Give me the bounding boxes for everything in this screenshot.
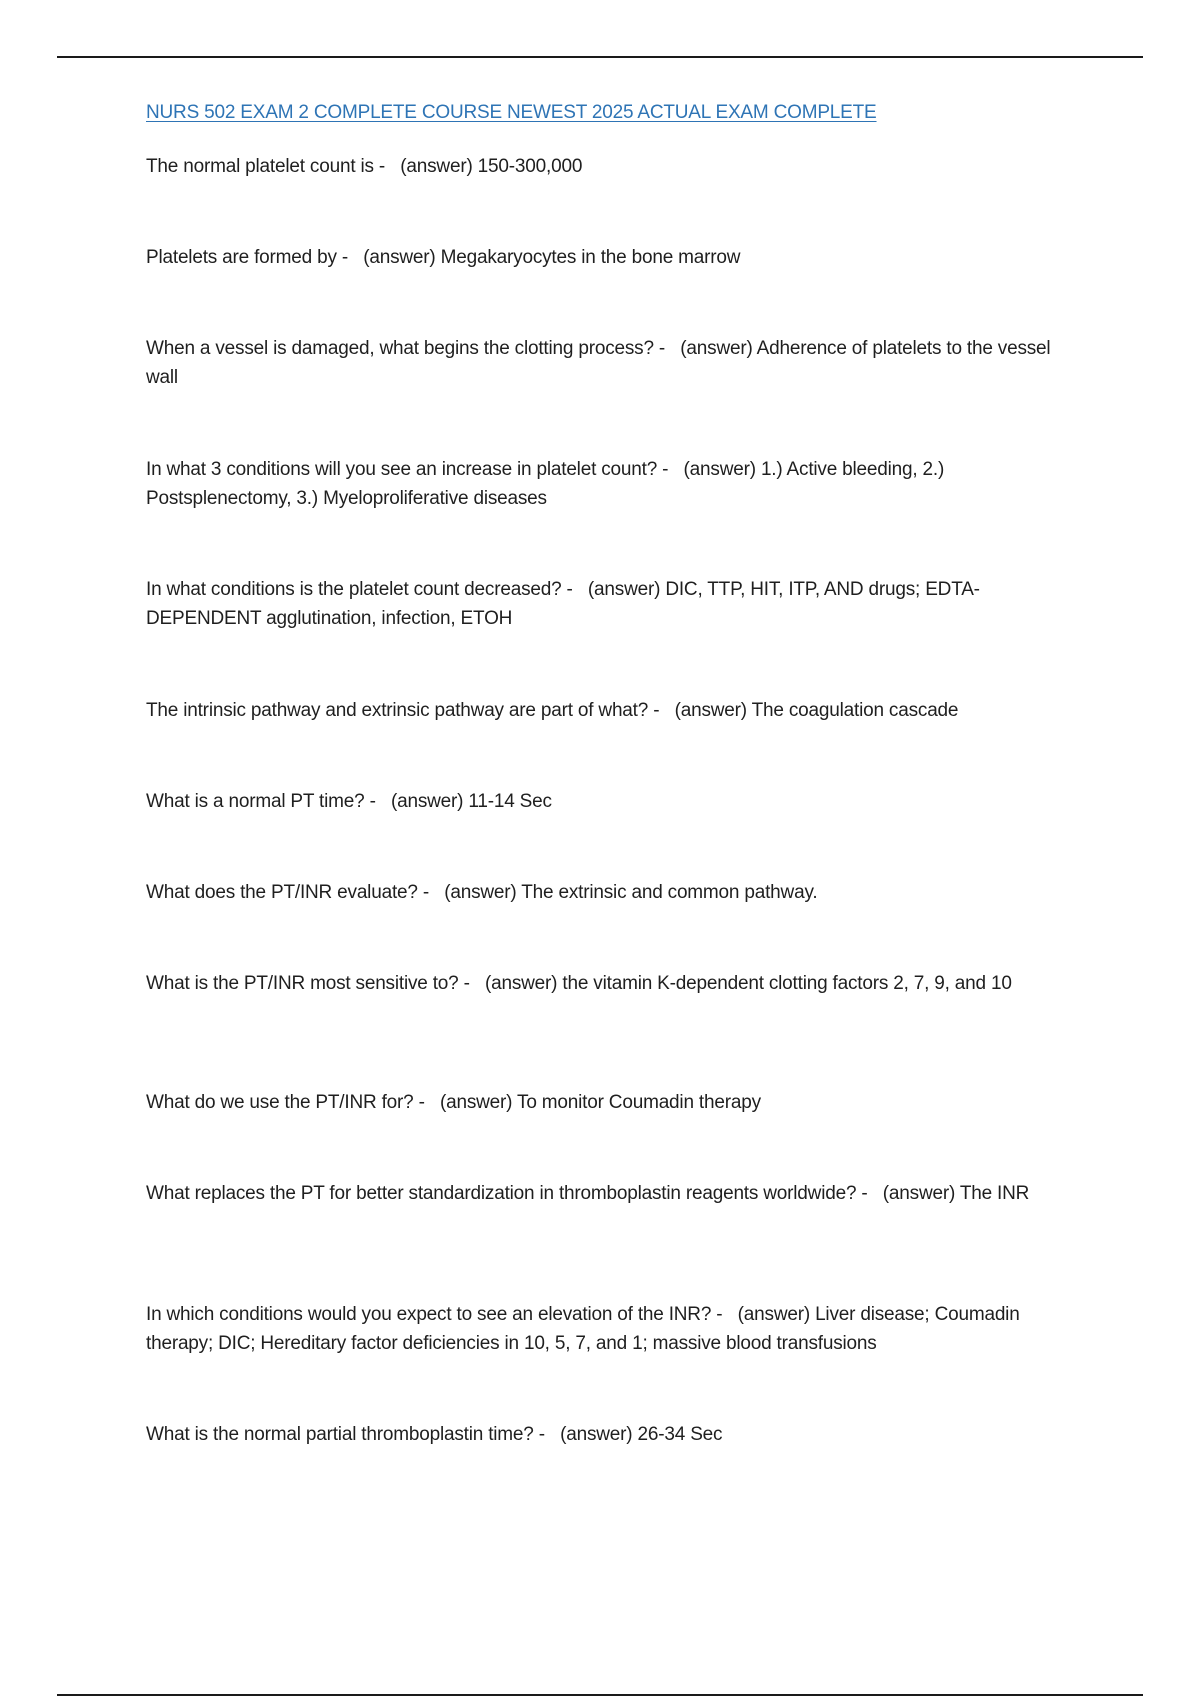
separator: - bbox=[413, 1092, 440, 1113]
answer-label: (answer) bbox=[674, 700, 747, 721]
answer-label: (answer) bbox=[587, 579, 661, 600]
answer-label: (answer) bbox=[737, 1304, 810, 1325]
question-text: Platelets are formed by bbox=[146, 247, 337, 268]
bottom-rule bbox=[57, 1694, 1143, 1696]
qa-item bbox=[146, 455, 1086, 513]
question-text: In what conditions is the platelet count decreased? bbox=[146, 579, 562, 600]
answer-text: The extrinsic and common pathway. bbox=[521, 882, 818, 903]
qa-item bbox=[146, 696, 1086, 725]
answer-label: (answer) bbox=[363, 247, 436, 268]
question-text: The normal platelet count is bbox=[146, 156, 374, 177]
answer-label: (answer) bbox=[444, 882, 517, 903]
answer-text: the vitamin K-dependent clotting factors 2, 7, 9, and 10 bbox=[562, 973, 1012, 994]
qa-item bbox=[146, 1420, 1086, 1449]
answer-label: (answer) bbox=[560, 1424, 633, 1445]
question-text: What is the normal partial thromboplastin time? bbox=[146, 1424, 534, 1445]
answer-text: 1.) Active bleeding, 2.) Postsplenectomy, 3.) Myeloproliferative diseases bbox=[146, 459, 950, 509]
question-text: What is the PT/INR most sensitive to? bbox=[146, 973, 459, 994]
question-text: When a vessel is damaged, what begins the clotting process? bbox=[146, 338, 654, 359]
separator: - bbox=[417, 882, 445, 903]
answer-text: To monitor Coumadin therapy bbox=[517, 1092, 761, 1113]
separator: - bbox=[364, 791, 391, 812]
answer-text: Megakaryocytes in the bone marrow bbox=[440, 247, 741, 268]
answer-label: (answer) bbox=[400, 156, 473, 177]
answer-text: 150-300,000 bbox=[477, 156, 583, 177]
separator: - bbox=[856, 1183, 883, 1204]
answer-text: 11-14 Sec bbox=[468, 791, 552, 812]
qa-item bbox=[146, 575, 1086, 633]
qa-item bbox=[146, 1088, 1086, 1117]
question-text: What is a normal PT time? bbox=[146, 791, 365, 812]
qa-item bbox=[146, 1300, 1086, 1358]
separator: - bbox=[533, 1424, 561, 1445]
answer-text: Adherence of platelets to the vessel wall bbox=[146, 338, 1056, 388]
top-rule bbox=[57, 56, 1143, 58]
answer-text: DIC, TTP, HIT, ITP, AND drugs; EDTA-DEPENDENT agglutination, infection, ETOH bbox=[146, 579, 980, 629]
separator: - bbox=[653, 338, 681, 359]
separator: - bbox=[458, 973, 485, 994]
answer-text: The coagulation cascade bbox=[751, 700, 959, 721]
question-text: What do we use the PT/INR for? bbox=[146, 1092, 414, 1113]
answer-label: (answer) bbox=[680, 338, 753, 359]
question-text: In what 3 conditions will you see an increase in platelet count? bbox=[146, 459, 658, 480]
qa-item bbox=[146, 243, 1086, 272]
document-title: NURS 502 EXAM 2 COMPLETE COURSE NEWEST 2025 ACTUAL EXAM COMPLETE bbox=[146, 102, 877, 123]
qa-item bbox=[146, 152, 1086, 181]
separator: - bbox=[711, 1304, 738, 1325]
answer-text: The INR bbox=[959, 1183, 1030, 1204]
question-text: The intrinsic pathway and extrinsic pathway are part of what? bbox=[146, 700, 649, 721]
qa-item bbox=[146, 878, 1086, 907]
question-text: In which conditions would you expect to see an elevation of the INR? bbox=[146, 1304, 712, 1325]
qa-item bbox=[146, 787, 1086, 816]
separator: - bbox=[648, 700, 675, 721]
answer-label: (answer) bbox=[882, 1183, 956, 1204]
separator: - bbox=[561, 579, 588, 600]
qa-item bbox=[146, 334, 1086, 392]
separator: - bbox=[657, 459, 684, 480]
question-text: What does the PT/INR evaluate? bbox=[146, 882, 418, 903]
answer-label: (answer) bbox=[390, 791, 464, 812]
answer-label: (answer) bbox=[683, 459, 756, 480]
answer-label: (answer) bbox=[485, 973, 558, 994]
separator: - bbox=[336, 247, 364, 268]
qa-item bbox=[146, 1179, 1086, 1208]
answer-text: Liver disease; Coumadin therapy; DIC; Hereditary factor deficiencies in 10, 5, 7, and 1; massive blood transfusions bbox=[146, 1304, 1025, 1354]
separator: - bbox=[373, 156, 401, 177]
answer-text: 26-34 Sec bbox=[637, 1424, 723, 1445]
question-text: What replaces the PT for better standardization in thromboplastin reagents worldwide? bbox=[146, 1183, 857, 1204]
answer-label: (answer) bbox=[439, 1092, 513, 1113]
qa-item bbox=[146, 969, 1086, 998]
